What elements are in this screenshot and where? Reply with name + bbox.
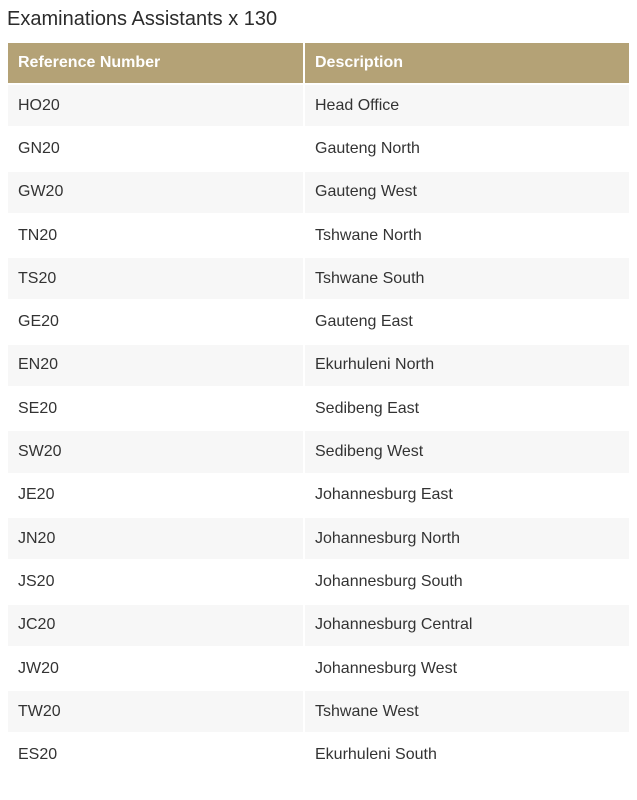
reference-cell: JW20 bbox=[8, 648, 303, 689]
reference-table-container bbox=[8, 43, 631, 778]
reference-cell: EN20 bbox=[8, 345, 303, 386]
description-cell: Ekurhuleni South bbox=[305, 734, 629, 775]
column-header-reference-number: Reference Number bbox=[8, 43, 303, 83]
column-header-description: Description bbox=[305, 43, 629, 83]
reference-cell: JC20 bbox=[8, 605, 303, 646]
reference-cell: ES20 bbox=[8, 734, 303, 775]
table-header bbox=[8, 43, 629, 83]
description-cell: Johannesburg East bbox=[305, 475, 629, 516]
description-cell: Tshwane West bbox=[305, 691, 629, 732]
table-row bbox=[8, 215, 629, 256]
table-row bbox=[8, 128, 629, 169]
description-cell: Johannesburg North bbox=[305, 518, 629, 559]
reference-cell: GN20 bbox=[8, 128, 303, 169]
description-cell: Gauteng North bbox=[305, 128, 629, 169]
reference-cell: TS20 bbox=[8, 258, 303, 299]
table-row bbox=[8, 475, 629, 516]
reference-cell: GW20 bbox=[8, 172, 303, 213]
description-cell: Ekurhuleni North bbox=[305, 345, 629, 386]
description-cell: Gauteng East bbox=[305, 301, 629, 342]
table-row bbox=[8, 388, 629, 429]
table-row bbox=[8, 85, 629, 126]
reference-table bbox=[6, 41, 631, 778]
description-cell: Sedibeng West bbox=[305, 431, 629, 472]
description-cell: Johannesburg Central bbox=[305, 605, 629, 646]
reference-cell: SW20 bbox=[8, 431, 303, 472]
description-cell: Gauteng West bbox=[305, 172, 629, 213]
description-cell: Sedibeng East bbox=[305, 388, 629, 429]
reference-cell: GE20 bbox=[8, 301, 303, 342]
reference-cell: TN20 bbox=[8, 215, 303, 256]
reference-cell: JN20 bbox=[8, 518, 303, 559]
reference-cell: TW20 bbox=[8, 691, 303, 732]
description-cell: Tshwane South bbox=[305, 258, 629, 299]
description-cell: Tshwane North bbox=[305, 215, 629, 256]
table-header-row bbox=[8, 43, 629, 83]
table-row bbox=[8, 431, 629, 472]
reference-cell: JE20 bbox=[8, 475, 303, 516]
table-row bbox=[8, 691, 629, 732]
page-title: Examinations Assistants x 130 bbox=[7, 8, 278, 30]
reference-cell: SE20 bbox=[8, 388, 303, 429]
description-cell: Johannesburg West bbox=[305, 648, 629, 689]
table-row bbox=[8, 172, 629, 213]
table-row bbox=[8, 605, 629, 646]
table-row bbox=[8, 258, 629, 299]
table-body bbox=[8, 85, 629, 776]
table-row bbox=[8, 561, 629, 602]
table-row bbox=[8, 345, 629, 386]
description-cell: Johannesburg South bbox=[305, 561, 629, 602]
description-cell: Head Office bbox=[305, 85, 629, 126]
reference-cell: JS20 bbox=[8, 561, 303, 602]
reference-cell: HO20 bbox=[8, 85, 303, 126]
table-row bbox=[8, 301, 629, 342]
table-row bbox=[8, 648, 629, 689]
table-row bbox=[8, 518, 629, 559]
table-row bbox=[8, 734, 629, 775]
